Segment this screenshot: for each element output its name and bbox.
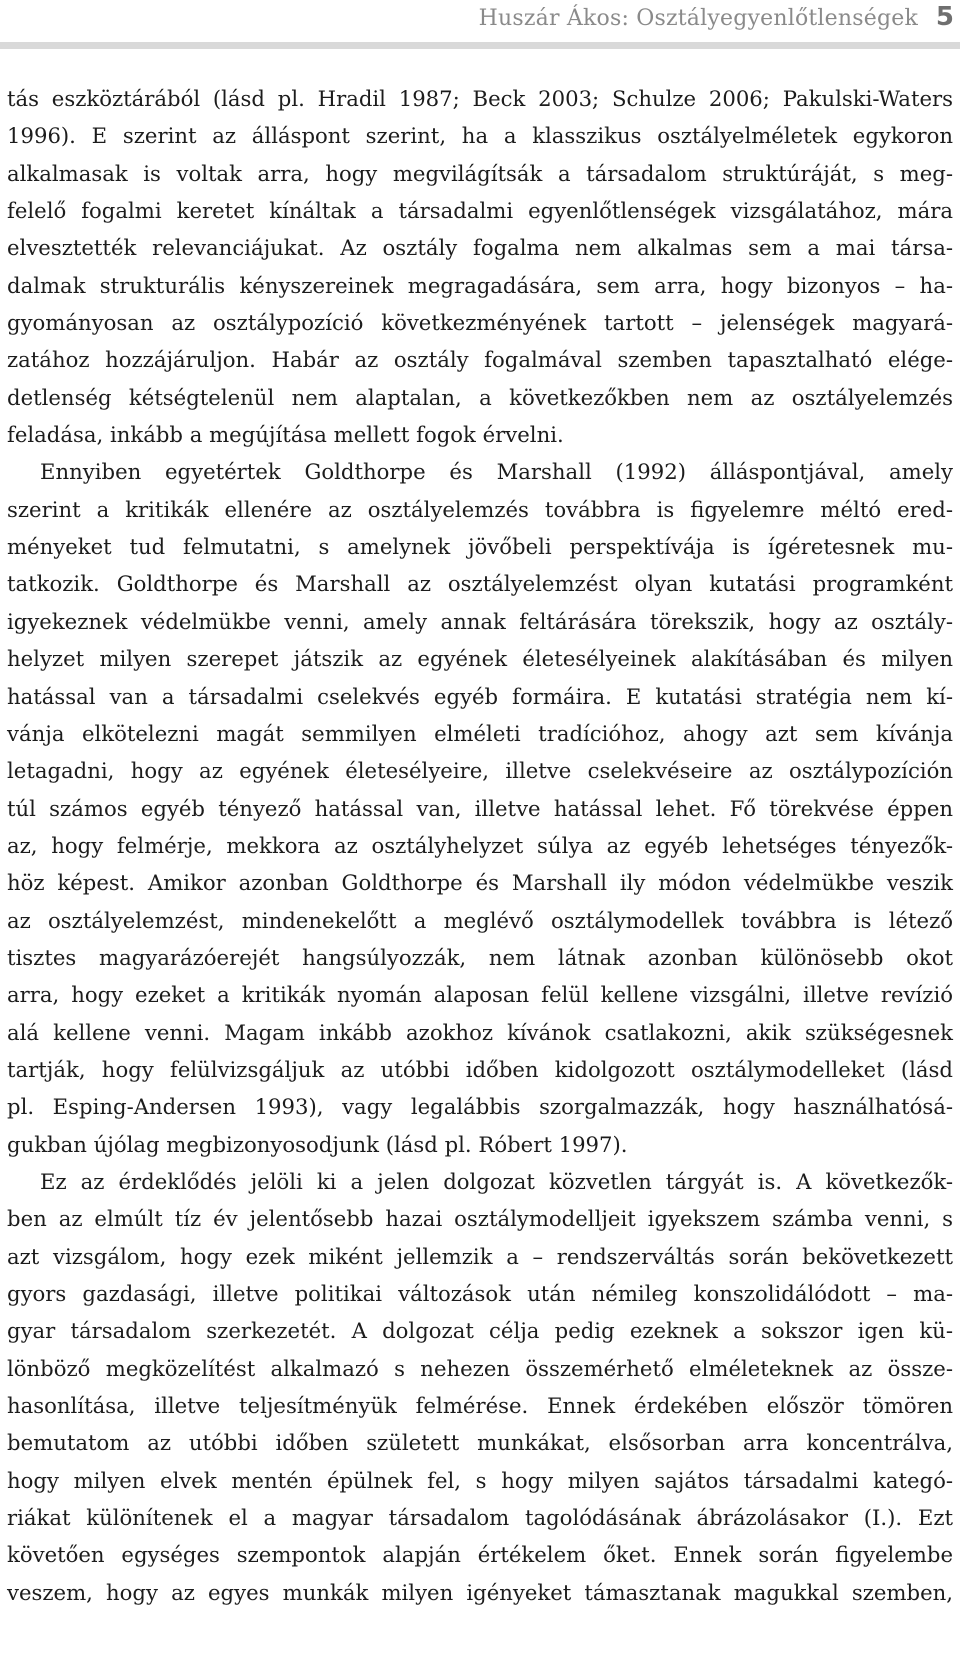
text-line: helyzet milyen szerepet játszik az egyének életesélyeinek alakításában és milyen	[7, 646, 953, 672]
text-line: lönböző megközelítést alkalmazó s nehezen összemérhető elméleteknek az össze-	[7, 1355, 953, 1381]
text-line: letagadni, hogy az egyének életesélyeire, illetve cselekvéseire az osztálypozíción	[7, 758, 953, 784]
text-line: Ez az érdeklődés jelöli ki a jelen dolgozat közvetlen tárgyát is. A következők-	[40, 1168, 953, 1194]
text-line: gyar társadalom szerkezetét. A dolgozat célja pedig ezeknek a sokszor igen kü-	[7, 1318, 953, 1344]
text-line: az osztályelemzést, mindenekelőtt a meglévő osztálymodellek továbbra is létező	[7, 907, 953, 933]
text-line: gyományosan az osztálypozíció következményének tartott – jelenségek magyará-	[7, 310, 953, 336]
text-line: höz képest. Amikor azonban Goldthorpe és Marshall ily módon védelmükbe veszik	[7, 870, 953, 896]
text-line: felelő fogalmi keretet kínáltak a társadalmi egyenlőtlenségek vizsgálatához, mára	[7, 198, 953, 224]
text-line: feladása, inkább a megújítása mellett fogok érvelni.	[7, 422, 564, 448]
text-line: dalmak strukturális kényszereinek megragadására, sem arra, hogy bizonyos – ha-	[7, 272, 953, 298]
text-line: detlenség kétségtelenül nem alaptalan, a következőkben nem az osztályelemzés	[7, 384, 953, 410]
text-line: az, hogy felmérje, mekkora az osztályhelyzet súlya az egyéb lehetséges tényezők-	[7, 832, 953, 858]
text-line: zatához hozzájáruljon. Habár az osztály fogalmával szemben tapasztalható elége-	[7, 347, 953, 373]
text-line: elvesztették relevanciájukat. Az osztály fogalma nem alkalmas sem a mai társa-	[7, 235, 953, 261]
text-line: alá kellene venni. Magam inkább azokhoz kívánok csatlakozni, akik szükségesnek	[7, 1019, 953, 1045]
text-line: alkalmasak is voltak arra, hogy megvilágítsák a társadalom struktúráját, s meg-	[7, 160, 953, 186]
paragraph	[7, 80, 953, 453]
text-line: tisztes magyarázóerejét hangsúlyozzák, nem látnak azonban különösebb okot	[7, 944, 953, 970]
body-text	[7, 80, 953, 1611]
text-line: tás eszköztárából (lásd pl. Hradil 1987; Beck 2003; Schulze 2006; Pakulski-Waters	[7, 86, 953, 111]
text-line: veszem, hogy az egyes munkák milyen igényeket támasztanak magukkal szemben,	[7, 1579, 953, 1605]
text-line: ményeket tud felmutatni, s amelynek jövőbeli perspektívája is ígéretesnek mu-	[7, 534, 953, 560]
header-divider	[0, 42, 960, 49]
text-line: gukban újólag megbizonyosodjunk (lásd pl. Róbert 1997).	[7, 1131, 628, 1157]
text-line: riákat különítenek el a magyar társadalom tagolódásának ábrázolásakor (I.). Ezt	[7, 1505, 953, 1531]
running-header	[0, 0, 960, 44]
text-line: 1996). E szerint az álláspont szerint, ha a klasszikus osztályelméletek egykoron	[7, 123, 953, 149]
paragraph	[7, 453, 953, 1163]
text-line: hasonlítása, illetve teljesítményük felmérése. Ennek érdekében először tömören	[7, 1393, 953, 1419]
text-line: gyors gazdasági, illetve politikai változások után némileg konszolidálódott – ma-	[7, 1281, 953, 1306]
text-line: bemutatom az utóbbi időben született munkákat, elsősorban arra koncentrálva,	[7, 1430, 953, 1456]
text-line: követően egységes szempontok alapján értékelem őket. Ennek során figyelembe	[7, 1542, 953, 1568]
text-line: tatkozik. Goldthorpe és Marshall az osztályelemzést olyan kutatási programként	[7, 571, 953, 597]
text-line: azt vizsgálom, hogy ezek miként jellemzik a – rendszerváltás során bekövetkezett	[7, 1243, 953, 1269]
running-header-title: Huszár Ákos: Osztályegyenlőtlenségek	[478, 6, 918, 31]
text-line: hogy milyen elvek mentén épülnek fel, s hogy milyen sajátos társadalmi kategó-	[7, 1467, 953, 1493]
page-number: 5	[935, 2, 954, 32]
text-line: vánja elkötelezni magát semmilyen elméleti tradícióhoz, ahogy azt sem kívánja	[7, 720, 953, 746]
text-line: szerint a kritikák ellenére az osztályelemzés továbbra is figyelemre méltó ered-	[7, 496, 953, 522]
text-line: arra, hogy ezeket a kritikák nyomán alaposan felül kellene vizsgálni, illetve revízió	[7, 982, 953, 1008]
text-line: túl számos egyéb tényező hatással van, illetve hatással lehet. Fő törekvése éppen	[7, 795, 953, 821]
text-line: igyekeznek védelmükbe venni, amely annak feltárására törekszik, hogy az osztály-	[7, 608, 953, 634]
text-line: Ennyiben egyetértek Goldthorpe és Marshall (1992) álláspontjával, amely	[40, 459, 953, 485]
text-line: ben az elmúlt tíz év jelentősebb hazai osztálymodelljeit igyekszem számba venni, s	[7, 1206, 953, 1232]
text-line: hatással van a társadalmi cselekvés egyéb formáira. E kutatási stratégia nem kí-	[7, 683, 953, 709]
paragraph	[7, 1163, 953, 1611]
text-line: pl. Esping-Andersen 1993), vagy legalábbis szorgalmazzák, hogy használhatósá-	[7, 1094, 953, 1120]
text-line: tartják, hogy felülvizsgáljuk az utóbbi időben kidolgozott osztálymodelleket (lásd	[7, 1056, 953, 1082]
